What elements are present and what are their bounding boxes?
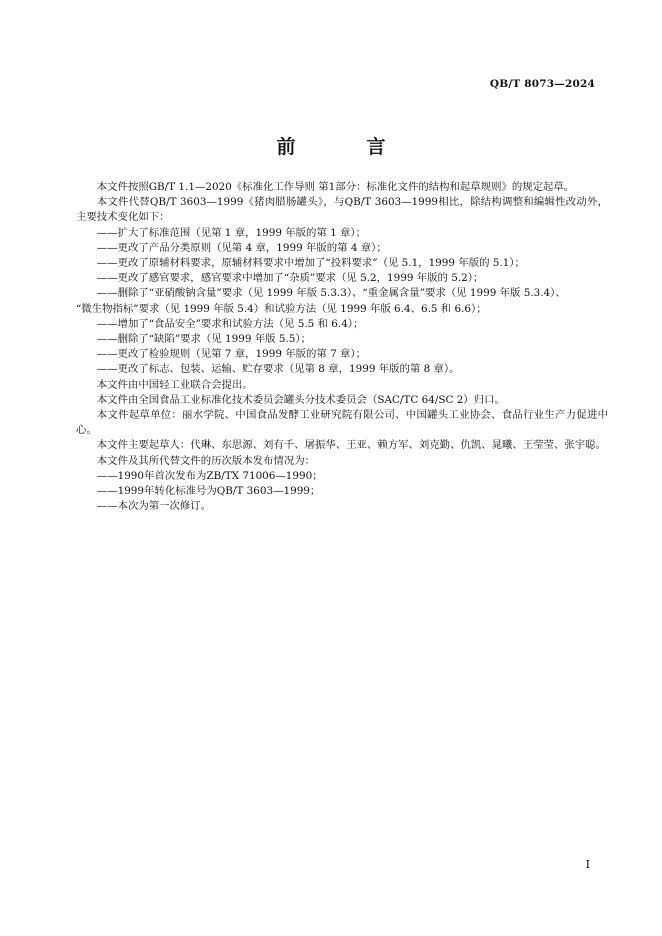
paragraph-proposed-by: 本文件由中国轻工业联合会提出。	[96, 378, 253, 391]
change-item: ——扩大了标准范围（见第 1 章，1999 年版的第 1 章）；	[96, 226, 366, 239]
change-item: ——更改了原辅材料要求，原辅材料要求中增加了“投料要求”（见 5.1，1999 年版的 5.1）；	[96, 257, 525, 270]
change-item: ——更改了标志、包装、运输、贮存要求（见第 8 章，1999 年版的第 8 章）。	[96, 363, 460, 376]
document-code: QB/T 8073—2024	[489, 78, 595, 90]
change-item: ——增加了“食品安全”要求和试验方法（见 5.5 和 6.4）；	[96, 317, 364, 330]
change-item: ——更改了产品分类原则（见第 4 章，1999 年版的第 4 章）；	[96, 241, 387, 254]
history-item: ——本次为第一次修订。	[96, 500, 212, 513]
foreword-body	[76, 180, 608, 514]
paragraph-history-intro: 本文件及其所代替文件的历次版本发布情况为：	[96, 454, 315, 467]
history-item: ——1990年首次发布为ZB/TX 71006—1990；	[96, 469, 323, 482]
change-item-continuation: “微生物指标”要求（见 1999 年版 5.4）和试验方法（见 1999 年版 6.4、6.5 和 6.6）；	[76, 302, 487, 315]
paragraph-drafting-rules: 本文件按照GB/T 1.1—2020《标准化工作导则 第1部分：标准化文件的结构和起草规则》的规定起草。	[96, 181, 575, 193]
change-item: ——删除了“缺陷”要求（见 1999 年版 5.5）；	[96, 333, 311, 346]
paragraph-replacement: 本文件代替QB/T 3603—1999《猪肉腊肠罐头》，与QB/T 3603—1999相比，除结构调整和编辑性改动外，主要技术变化如下：	[76, 196, 608, 224]
paragraph-drafting-units: 本文件起草单位：丽水学院、中国食品发酵工业研究院有限公司、中国罐头工业协会、食品行业生产力促进中心。	[76, 409, 608, 437]
change-item: ——删除了“亚硝酸钠含量”要求（见 1999 年版 5.3.3）、“重金属含量”要求（见 1999 年版 5.3.4）、	[96, 287, 566, 300]
change-item: ——更改了检验规则（见第 7 章，1999 年版的第 7 章）；	[96, 348, 366, 361]
page-number: I	[585, 858, 590, 871]
history-item: ——1999年转化标准号为QB/T 3603—1999；	[96, 485, 321, 498]
page-title: 前 言	[276, 136, 412, 158]
paragraph-administered-by: 本文件由全国食品工业标准化技术委员会罐头分技术委员会（SAC/TC 64/SC 2）归口。	[96, 393, 505, 406]
change-item: ——更改了感官要求，感官要求中增加了“杂质”要求（见 5.2，1999 年版的 5.2）；	[96, 272, 484, 285]
paragraph-drafters: 本文件主要起草人：代琳、东思源、刘有千、屠振华、王亚、赖方军、刘克勤、仇凯、晁曦、王莹莹、张宇聪。	[96, 439, 606, 452]
